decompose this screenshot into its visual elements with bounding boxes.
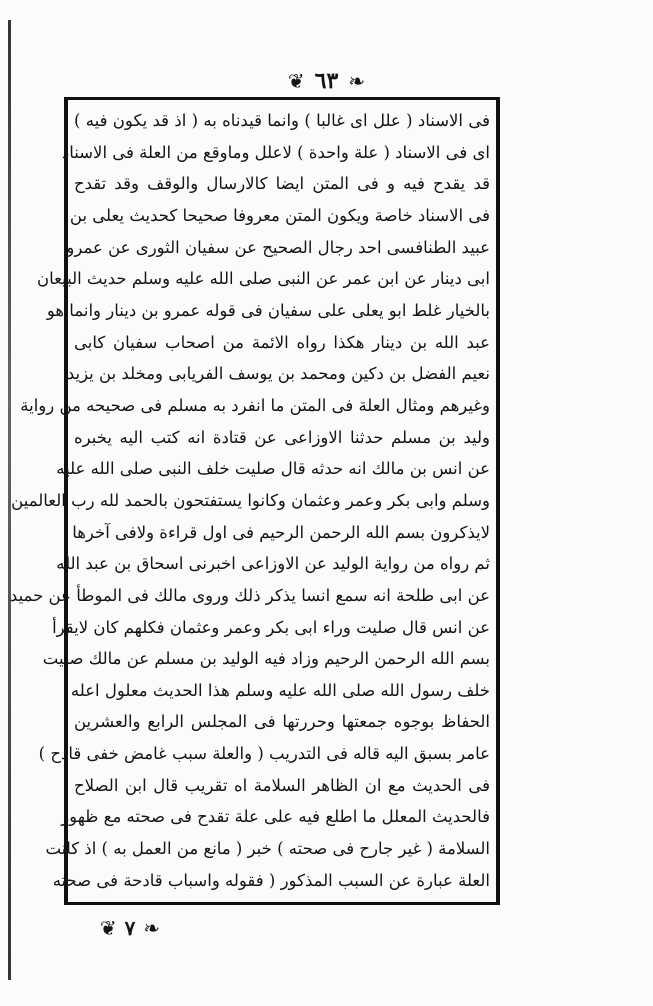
text-line: وسلم وابى بكر وعمر وعثمان وكانوا يستفتحون بالحمد لله رب العالمين [11, 490, 490, 510]
page-number: ٦٣ [314, 68, 339, 94]
text-line: فى الحديث مع ان الظاهر السلامة اه تقريب قال ابن الصلاح [74, 775, 490, 795]
text-line: فالحديث المعلل ما اطلع فيه على علة تقدح فى صحته مع ظهور [61, 807, 490, 827]
text-line: ثم رواه من رواية الوليد عن الاوزاعى اخبرنى اسحاق بن عبد الله [56, 554, 490, 574]
text-line: لايذكرون بسم الله الرحمن الرحيم فى اول قراءة ولافى آخرها [72, 522, 490, 542]
text-line: وغيرهم ومثال العلة فى المتن ما انفرد به مسلم فى صحيحه من رواية [20, 395, 490, 415]
ornament-left-icon: ❦ [287, 69, 305, 93]
text-line: اى فى الاسناد ( علة واحدة ) لاعلل وماوقع من العلة فى الاسناد [61, 142, 490, 162]
footer-ornament-right-icon: ❧ [143, 916, 161, 940]
text-line: الحفاظ بوجوه جمعتها وحررتها فى المجلس الرابع والعشرين [74, 712, 490, 732]
text-line: عن انس بن مالك انه حدثه قال صليت خلف النبى صلى الله عليه [56, 459, 490, 479]
page-header [0, 66, 653, 96]
text-line: فى الاسناد خاصة ويكون المتن معروفا صحيحا كحديث يعلى بن [69, 205, 490, 225]
text-line: عبد الله بن دينار هكذا رواه الائمة من اصحاب سفيان كابى [74, 332, 490, 352]
signature-number: ٧ [124, 916, 136, 940]
text-line: خلف رسول الله صلى الله عليه وسلم هذا الحديث معلول اعله [70, 680, 490, 700]
text-line: العلة عبارة عن السبب المذكور ( فقوله واسباب قادحة فى صحته [52, 870, 490, 890]
body-text [9, 108, 490, 894]
text-line: عامر بسبق اليه قاله فى التدريب ( والعلة سبب غامض خفى قادح ) [38, 744, 490, 764]
text-frame [9, 97, 500, 905]
text-line: فى الاسناد ( علل اى غالبا ) وانما قيدناه به ( اذ قد يكون فيه ) [74, 111, 490, 130]
text-line: ابى دينار عن ابن عمر عن النبى صلى الله عليه وسلم حديث البيعان [37, 269, 490, 289]
text-line: السلامة ( غير جارح فى صحته ) خبر ( مانع من العمل به ) اذ كانت [45, 839, 490, 859]
text-line: عن انس قال صليت وراء ابى بكر وعمر وعثمان فكلهم كان لايقرأ [52, 617, 490, 637]
text-line: نعيم الفضل بن دكين ومحمد بن يوسف الفريابى ومخلد بن يزيد [66, 364, 490, 384]
text-line: وليد بن مسلم حدثنا الاوزاعى عن قتادة انه كتب اليه يخبره [74, 427, 490, 447]
text-line: عن ابى طلحة انه سمع انسا يذكر ذلك وروى مالك فى الموطأ عن حميد [9, 585, 490, 605]
text-line: عبيد الطنافسى احد رجال الصحيح عن سفيان الثورى عن عمرو [66, 237, 490, 257]
footer-ornament-left-icon: ❦ [99, 916, 117, 940]
ornament-right-icon: ❧ [348, 69, 366, 93]
text-line: بسم الله الرحمن الرحيم وزاد فيه الوليد بن مسلم عن مالك صليت [42, 649, 490, 669]
text-line: بالخيار غلط ابو يعلى على سفيان فى قوله عمرو بن دينار وانما هو [46, 300, 490, 320]
page-footer [90, 913, 170, 943]
text-line: قد يقدح فيه و فى المتن ايضا كالارسال والوقف وقد تقدح [74, 174, 490, 194]
